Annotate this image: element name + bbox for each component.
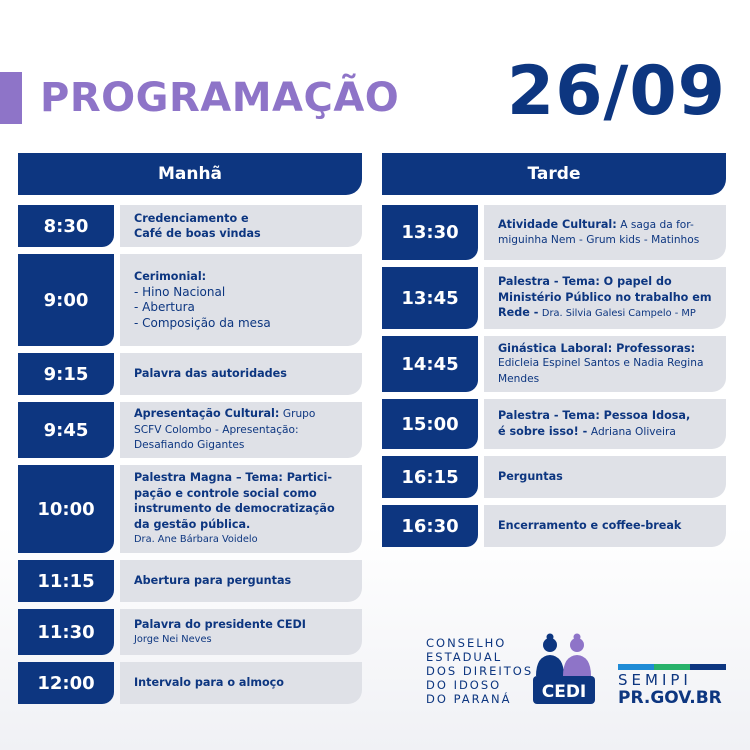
morning-row-1200 bbox=[18, 662, 362, 704]
activity-desc bbox=[120, 254, 362, 346]
activity-title: Palestra - Tema: Pessoa Idosa, bbox=[498, 409, 691, 422]
afternoon-row-1615 bbox=[382, 456, 726, 498]
morning-row-900 bbox=[18, 254, 362, 346]
activity-line: SCFV Colombo - Apresentação: bbox=[134, 423, 299, 436]
activity-line: - Composição da mesa bbox=[134, 315, 271, 330]
time-slot: 12:00 bbox=[18, 662, 114, 704]
activity-line: Ministério Público no trabalho em bbox=[498, 290, 712, 304]
morning-row-830 bbox=[18, 205, 362, 247]
activity-title: é sobre isso! - bbox=[498, 424, 588, 438]
activity-desc bbox=[120, 560, 362, 602]
morning-heading: Manhã bbox=[18, 153, 362, 195]
cedi-line: CONSELHO bbox=[426, 636, 507, 650]
activity-line: da gestão pública. bbox=[134, 517, 251, 531]
speaker-name: Jorge Nei Neves bbox=[134, 634, 212, 645]
activity-title: Cerimonial: bbox=[134, 270, 207, 283]
activity-desc bbox=[484, 205, 726, 260]
afternoon-heading: Tarde bbox=[382, 153, 726, 195]
activity-line: instrumento de democratização bbox=[134, 502, 335, 516]
time-slot: 14:45 bbox=[382, 336, 478, 392]
morning-row-1130 bbox=[18, 609, 362, 655]
cedi-line: DO IDOSO bbox=[426, 678, 502, 692]
activity-title: Palavra das autoridades bbox=[134, 367, 287, 381]
activity-desc bbox=[484, 456, 726, 498]
activity-line: Desafiando Gigantes bbox=[134, 439, 245, 452]
morning-row-945 bbox=[18, 402, 362, 458]
time-slot: 13:45 bbox=[382, 267, 478, 329]
activity-title: Atividade Cultural: bbox=[498, 217, 617, 231]
semipi-logo: SEMIPI bbox=[618, 671, 692, 689]
time-slot: 16:30 bbox=[382, 505, 478, 547]
cedi-line: ESTADUAL bbox=[426, 650, 503, 664]
time-slot: 15:00 bbox=[382, 399, 478, 449]
speaker-name: Dra. Silvia Galesi Campelo - MP bbox=[541, 308, 696, 320]
activity-title: Ginástica Laboral: Professoras: bbox=[498, 341, 696, 355]
speaker-name: Adriana Oliveira bbox=[590, 425, 676, 438]
activity-desc bbox=[484, 336, 726, 392]
activity-title: Apresentação Cultural: bbox=[134, 407, 280, 421]
page-title: PROGRAMAÇÃO bbox=[40, 75, 400, 121]
cedi-council-name bbox=[426, 636, 533, 706]
activity-line: pação e controle social como bbox=[134, 486, 317, 500]
activity-line: Palestra - Tema: O papel do bbox=[498, 275, 672, 289]
afternoon-row-1630 bbox=[382, 505, 726, 547]
time-slot: 11:15 bbox=[18, 560, 114, 602]
activity-line: A saga da for- bbox=[620, 218, 694, 231]
activity-desc bbox=[484, 267, 726, 329]
time-slot: 11:30 bbox=[18, 609, 114, 655]
activity-desc bbox=[120, 402, 362, 458]
time-slot: 8:30 bbox=[18, 205, 114, 247]
activity-line: Edicleia Espinel Santos e Nadia Regina bbox=[498, 357, 704, 370]
time-slot: 9:00 bbox=[18, 254, 114, 346]
activity-title: Abertura para perguntas bbox=[134, 574, 292, 588]
activity-title: Perguntas bbox=[498, 470, 563, 484]
time-slot: 13:30 bbox=[382, 205, 478, 260]
cedi-line: DO PARANÁ bbox=[426, 692, 512, 706]
afternoon-row-1500 bbox=[382, 399, 726, 449]
activity-desc bbox=[484, 399, 726, 449]
pr-gov-logo: PR.GOV.BR bbox=[618, 688, 722, 708]
activity-desc bbox=[120, 465, 362, 553]
activity-line: Mendes bbox=[498, 372, 540, 385]
time-slot: 9:15 bbox=[18, 353, 114, 395]
activity-desc bbox=[120, 609, 362, 655]
activity-line: Credenciamento e bbox=[134, 211, 249, 225]
activity-desc bbox=[120, 353, 362, 395]
afternoon-row-1330 bbox=[382, 205, 726, 260]
activity-desc bbox=[120, 205, 362, 247]
activity-desc bbox=[484, 505, 726, 547]
time-slot: 10:00 bbox=[18, 465, 114, 553]
cedi-logo-text: CEDI bbox=[541, 682, 587, 702]
activity-title: Encerramento e coffee-break bbox=[498, 519, 682, 533]
activity-line: Café de boas vindas bbox=[134, 227, 261, 240]
afternoon-row-1345 bbox=[382, 267, 726, 329]
event-date: 26/09 bbox=[506, 52, 726, 131]
activity-line: Palestra Magna – Tema: Partici- bbox=[134, 471, 332, 485]
semipi-color-bar bbox=[618, 664, 726, 670]
activity-line: miguinha Nem - Grum kids - Matinhos bbox=[498, 234, 700, 246]
activity-title: Intervalo para o almoço bbox=[134, 676, 284, 690]
morning-row-1115 bbox=[18, 560, 362, 602]
cedi-line: DOS DIREITOS bbox=[426, 664, 534, 678]
speaker-name: Dra. Ane Bárbara Voidelo bbox=[134, 534, 258, 546]
title-accent-bar bbox=[0, 72, 22, 124]
activity-desc bbox=[120, 662, 362, 704]
time-slot: 9:45 bbox=[18, 402, 114, 458]
morning-row-915 bbox=[18, 353, 362, 395]
morning-row-1000 bbox=[18, 465, 362, 553]
activity-line: - Abertura bbox=[134, 300, 195, 314]
cedi-logo bbox=[530, 632, 598, 706]
activity-title: Rede - bbox=[498, 306, 539, 320]
activity-title: Palavra do presidente CEDI bbox=[134, 617, 306, 631]
activity-line: - Hino Nacional bbox=[134, 284, 226, 299]
time-slot: 16:15 bbox=[382, 456, 478, 498]
afternoon-row-1445 bbox=[382, 336, 726, 392]
activity-line: Grupo bbox=[282, 408, 316, 421]
